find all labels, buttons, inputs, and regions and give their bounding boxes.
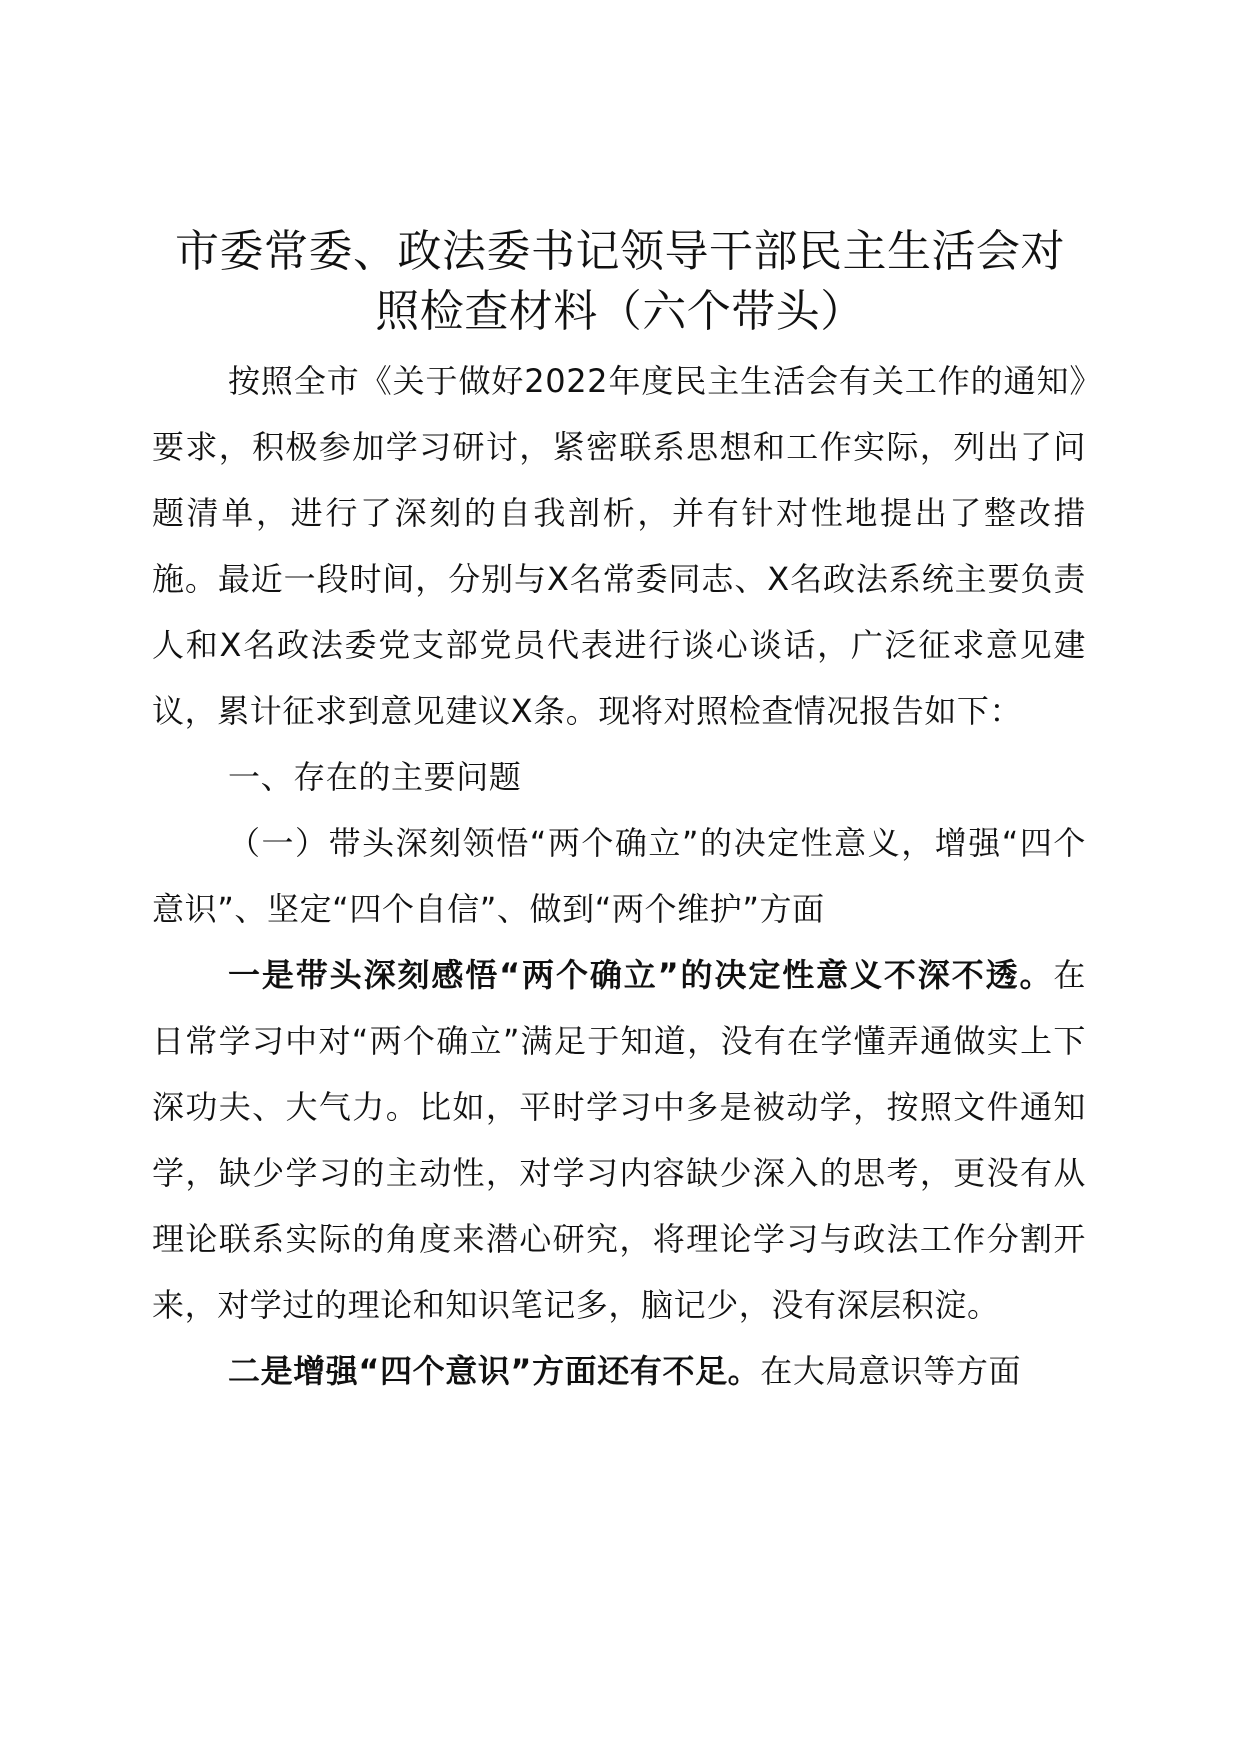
document-body <box>152 348 1086 1404</box>
title-line-1: 市委常委、政法委书记领导干部民主生活会对 <box>175 226 1065 277</box>
point-1-lead: 一是带头深刻感悟“两个确立”的决定性意义不深不透。 <box>228 956 1054 994</box>
point-1-paragraph <box>152 942 1086 1338</box>
point-2-lead: 二是增强“四个意识”方面还有不足。 <box>228 1352 761 1390</box>
point-2-body: 在大局意识等方面 <box>760 1352 1022 1390</box>
point-2-paragraph <box>152 1338 1086 1404</box>
point-1-body: 在日常学习中对“两个确立”满足于知道，没有在学懂弄通做实上下深功夫、大气力。比如，平时学习中多是被动学，按照文件通知学，缺少学习的主动性，对学习内容缺少深入的思考，更没有从理论联系实际的角度来潜心研究，将理论学习与政法工作分割开来，对学过的理论和知识笔记多，脑记少，没有深层积淀。 <box>152 956 1086 1324</box>
title-line-2: 照检查材料（六个带头） <box>375 286 865 337</box>
document-title <box>150 222 1090 342</box>
intro-paragraph: 按照全市《关于做好2022年度民主生活会有关工作的通知》要求，积极参加学习研讨，紧密联系思想和工作实际，列出了问题清单，进行了深刻的自我剖析，并有针对性地提出了整改措施。最近一段时间，分别与X名常委同志、X名政法系统主要负责人和X名政法委党支部党员代表进行谈心谈话，广泛征求意见建议，累计征求到意见建议X条。现将对照检查情况报告如下： <box>152 362 1086 730</box>
subsection-heading: （一）带头深刻领悟“两个确立”的决定性意义，增强“四个意识”、坚定“四个自信”、做到“两个维护”方面 <box>152 824 1086 928</box>
section-heading: 一、存在的主要问题 <box>228 758 522 796</box>
